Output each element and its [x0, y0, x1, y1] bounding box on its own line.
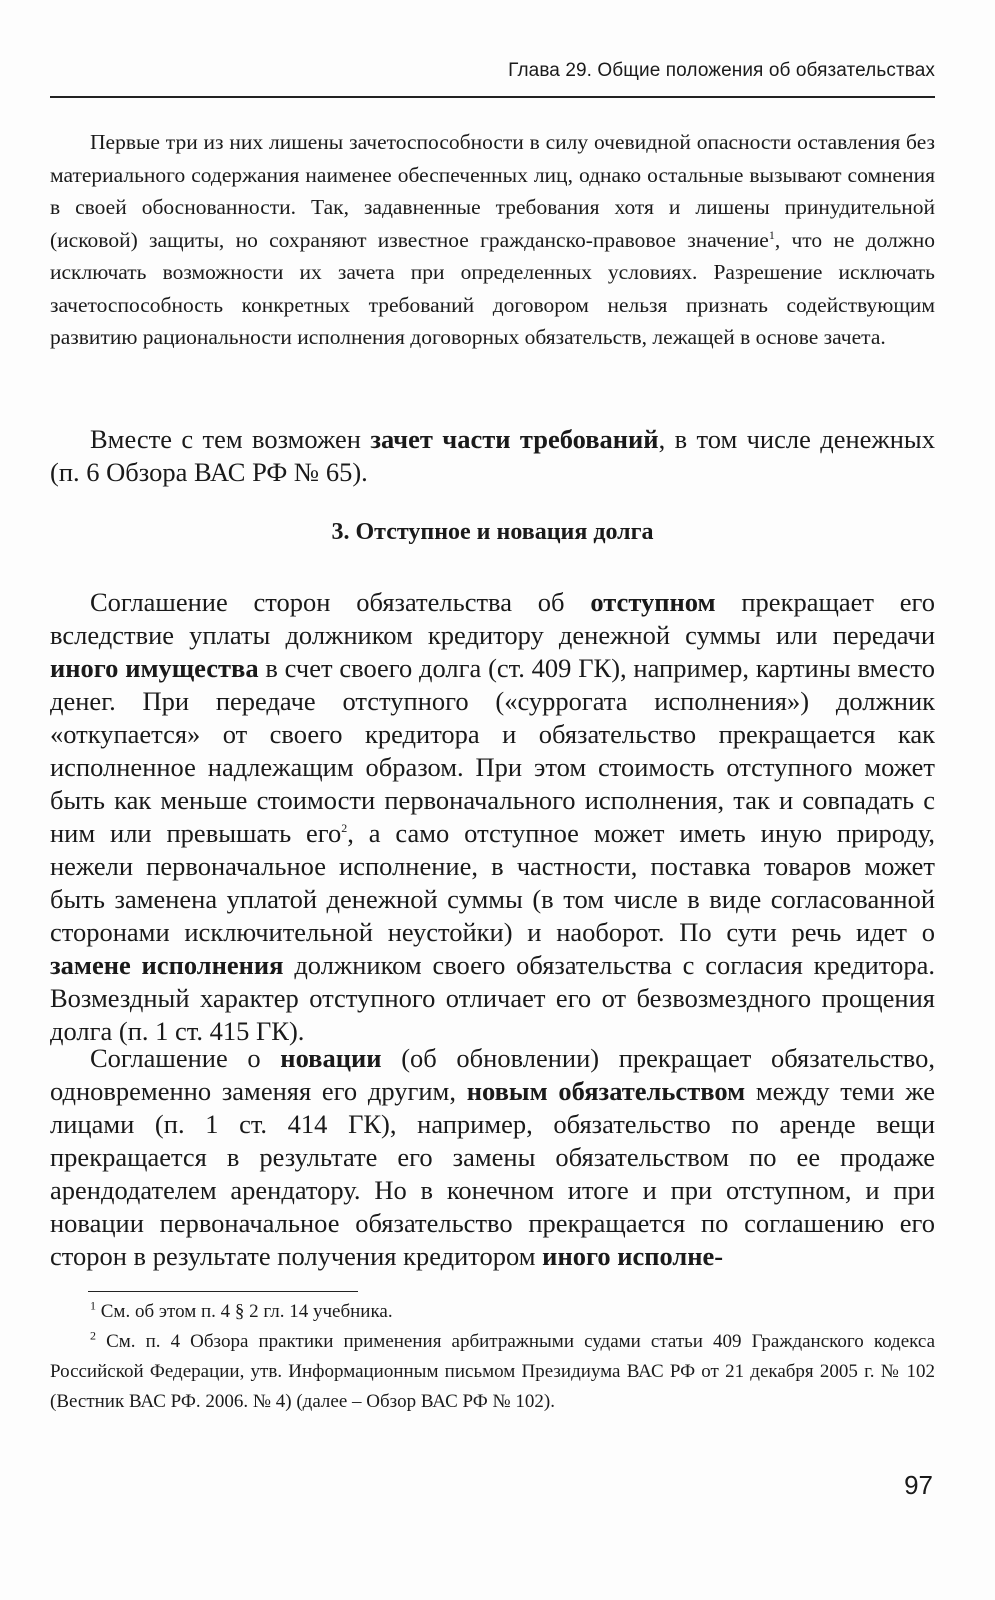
section-heading: 3. Отступное и новация долга [331, 519, 654, 545]
paragraph-1-text-a: Первые три из них лишены зачетоспособности в силу очевидной опасности оставления без материального содержания наименее обеспеченных лиц, однако остальные вызывают сомнения в своей обоснованности. Так, задавненные требования хотя и лишены принудительной (исковой) защиты, но сохраняют известное гражданско-правовое значение [50, 130, 935, 252]
paragraph-4-text-b: (об обновлении) прекращает обязательство, одновременно заменяя его другим, [50, 1043, 935, 1106]
running-head: Глава 29. Общие положения об обязательствах [508, 60, 935, 81]
footnote-1-text: См. об этом п. 4 § 2 гл. 14 учебника. [96, 1301, 393, 1322]
header-rule [50, 96, 935, 98]
page-number: 97 [904, 1470, 933, 1500]
section-heading-block [50, 519, 935, 546]
bold-term-other-performance: иного исполне- [542, 1241, 724, 1271]
paragraph-2-text-a: Вместе с тем возможен [90, 424, 371, 454]
bold-term-partial-setoff: зачет части требований [370, 424, 659, 454]
paragraph-3-text-d: , а само отступное может иметь иную природу, нежели первоначальное исполнение, в частности, поставка товаров может быть заменена уплатой денежной суммы (в том числе в виде согласованной сторонами исключительной неустойки) и наоборот. По сути речь идет о [50, 818, 935, 947]
bold-term-otstupnoe: отступном [590, 587, 716, 617]
paragraph-3-text-e: должником своего обязательства с согласия кредитора. Возмездный характер отступного отличает его от безвозмездного прощения долга (п. 1 ст. 415 ГК). [50, 950, 935, 1046]
bold-term-new-obligation: новым обязательством [466, 1076, 746, 1106]
footnote-1-mark: 1 [90, 1298, 96, 1313]
footnote-ref-2: 2 [341, 821, 348, 836]
paragraph-3-text-b: прекращает его вследствие уплаты должником кредитору денежной суммы или передачи [50, 587, 935, 650]
paragraph-1-text-b: , что не должно исключать возможности их зачета при определенных условиях. Разрешение исключать зачетоспособность конкретных требований договором нельзя признать содействующим развитию рациональности исполнения договорных обязательств, лежащей в основе зачета. [50, 227, 935, 349]
bold-term-other-property: иного имущества [50, 653, 259, 683]
paragraph-4-block [50, 1042, 935, 1273]
footnote-separator [88, 1291, 358, 1292]
footnote-2-text: См. п. 4 Обзора практики применения арбитражными судами статьи 409 Гражданского кодекса Российской Федерации, утв. Информационным письмом Президиума ВАС РФ от 21 декабря 2005 г. № 102 (Вестник ВАС РФ. 2006. № 4) (далее – Обзор ВАС РФ № 102). [50, 1331, 935, 1412]
paragraph-4-text-c: между теми же лицами (п. 1 ст. 414 ГК), например, обязательство по аренде вещи прекращается в результате его замены обязательством по ее продаже арендодателем арендатору. Но в конечном итоге и при отступном, и при новации первоначальное обязательство прекращается по соглашению его сторон в результате получения кредитором [50, 1076, 935, 1271]
paragraph-4-text-a: Соглашение о [90, 1043, 281, 1073]
paragraph-2-block [50, 423, 935, 489]
paragraph-1-block [50, 126, 935, 354]
paragraph-3-text-a: Соглашение сторон обязательства об [90, 587, 591, 617]
bold-term-novation: новации [280, 1043, 382, 1073]
paragraph-1 [50, 126, 935, 354]
paragraph-3-block [50, 586, 935, 1048]
paragraph-3 [50, 586, 935, 1048]
paragraph-2 [50, 423, 935, 489]
footnote-ref-1: 1 [768, 227, 775, 242]
paragraph-4 [50, 1042, 935, 1273]
bold-term-replacement: замене исполнения [50, 950, 284, 980]
paragraph-2-text-b: , в том числе денежных (п. 6 Обзора ВАС РФ № 65). [50, 424, 935, 487]
paragraph-3-text-c: в счет своего долга (ст. 409 ГК), например, картины вместо денег. При передаче отступного («суррогата исполнения») должник «откупается» от своего кредитора и обязательство прекращается как исполненное надлежащим образом. При этом стоимость отступного может быть как меньше стоимости первоначального исполнения, так и совпадать с ним или превышать его [50, 653, 936, 848]
footnotes [50, 1297, 935, 1417]
footnote-2 [50, 1327, 935, 1417]
footnote-1 [50, 1297, 935, 1327]
footnote-2-mark: 2 [90, 1328, 96, 1343]
